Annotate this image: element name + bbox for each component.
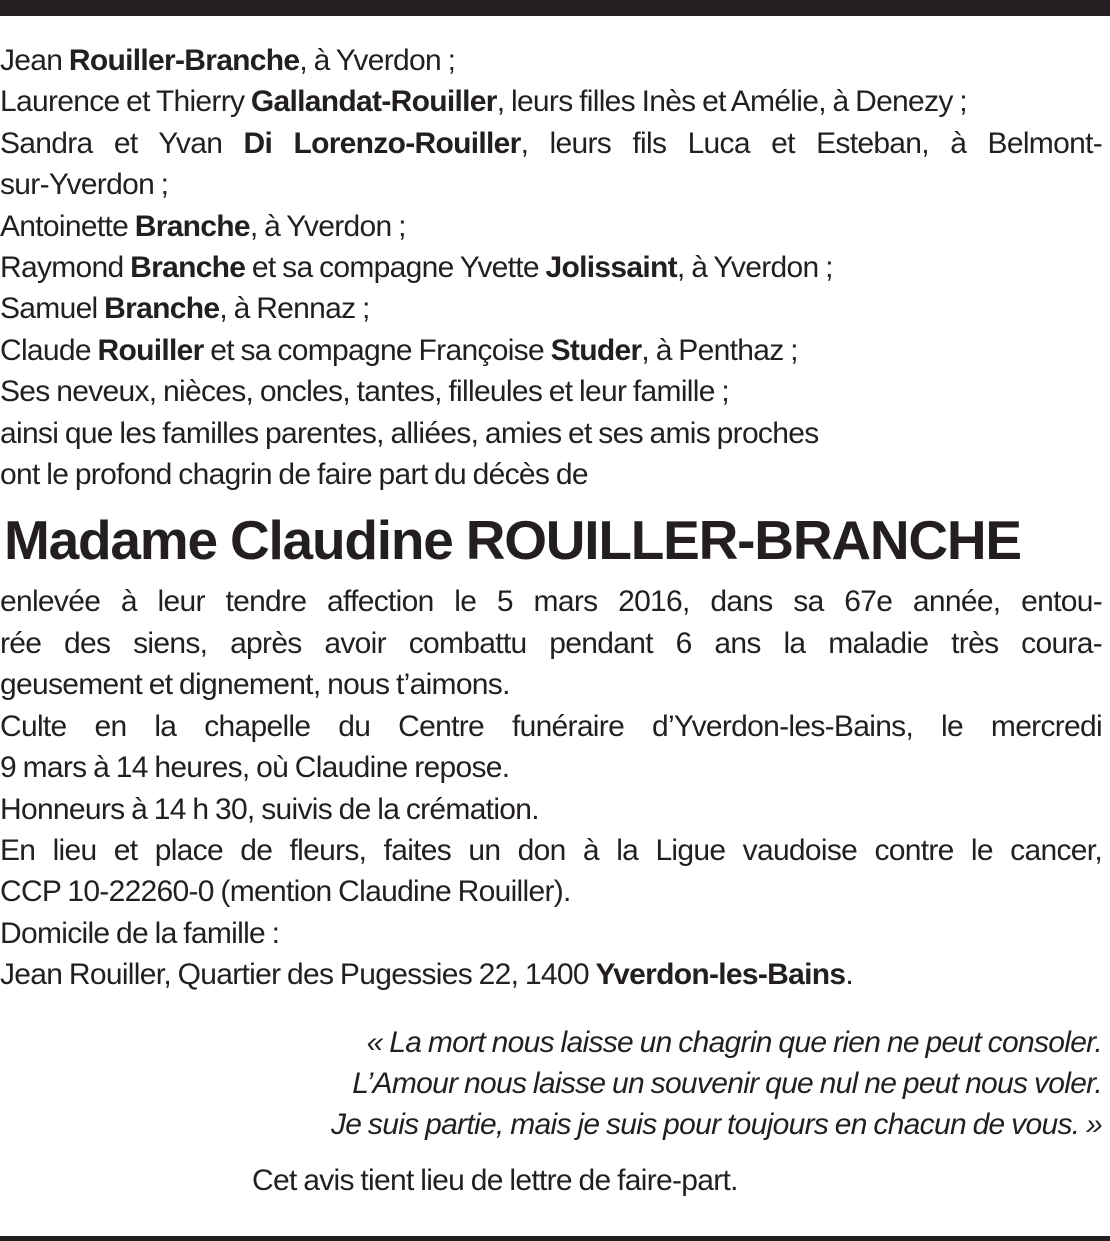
family-surname: Branche (134, 209, 250, 243)
family-line-text: et sa compagne Yvette (245, 251, 546, 285)
address-town: Yverdon-les-Bains (595, 958, 846, 992)
family-surname: Studer (550, 333, 642, 367)
family-surname: Branche (104, 292, 220, 326)
death-notice (0, 40, 1102, 1201)
family-line-text: ont le profond chagrin de faire part du décès de (0, 458, 588, 492)
family-line (0, 81, 1102, 122)
top-border-rule (0, 0, 1110, 16)
family-line-text: Claude (0, 333, 98, 367)
detail-line: CCP 10-22260-0 (mention Claudine Rouiller). (0, 875, 571, 909)
quote-line: L’Amour nous laisse un souvenir que nul ne peut nous voler. (352, 1066, 1102, 1100)
family-line-text: Antoinette (0, 209, 135, 243)
family-line (0, 206, 1102, 247)
deceased-name-heading: Madame Claudine ROUILLER-BRANCHE (4, 509, 1021, 572)
family-line-text: Ses neveux, nièces, oncles, tantes, filleules et leur famille ; (0, 375, 729, 409)
family-line-text: , à Rennaz ; (219, 292, 370, 326)
family-line (0, 288, 1102, 329)
address-text: . (845, 958, 853, 992)
detail-line: Culte en la chapelle du Centre funéraire d’Yverdon-les-Bains, le mercredi (0, 709, 1102, 743)
family-line-text: , à Yverdon ; (299, 44, 456, 77)
detail-line: rée des siens, après avoir combattu pendant 6 ans la maladie très coura- (0, 626, 1102, 660)
quote-line: « La mort nous laisse un chagrin que rien ne peut consoler. (366, 1025, 1102, 1059)
family-line-text: , à Yverdon ; (676, 251, 833, 285)
family-line (0, 40, 1102, 81)
family-line-text: ainsi que les familles parentes, alliées, amies et ses amis proches (0, 416, 819, 450)
family-surname: Rouiller (97, 333, 204, 367)
memorial-quote (0, 1022, 1102, 1146)
family-line (0, 413, 1102, 454)
family-surname: Branche (130, 251, 246, 285)
family-address (0, 954, 1102, 995)
detail-line: Honneurs à 14 h 30, suivis de la crémation. (0, 792, 539, 826)
family-line (0, 123, 1102, 164)
family-surname: Di Lorenzo-Rouiller (243, 126, 521, 160)
family-line (0, 371, 1102, 412)
family-list (0, 40, 1102, 495)
detail-line: Domicile de la famille : (0, 916, 280, 950)
family-line-text: Sandra et Yvan (0, 126, 244, 160)
family-surname: Gallandat-Rouiller (250, 85, 497, 119)
family-line-text: , à Penthaz ; (641, 333, 798, 367)
family-surname: Rouiller-Branche (68, 44, 300, 77)
closing-statement: Cet avis tient lieu de lettre de faire-part. (252, 1163, 738, 1197)
family-line (0, 454, 1102, 495)
family-line-text: , à Yverdon ; (249, 209, 406, 243)
notice-details (0, 581, 1102, 995)
family-line (0, 164, 1102, 205)
bottom-border-rule (0, 1236, 1110, 1241)
quote-line: Je suis partie, mais je suis pour toujours en chacun de vous. » (330, 1108, 1102, 1142)
family-line-text: , leurs fils Luca et Esteban, à Belmont- (520, 126, 1102, 160)
family-line (0, 247, 1102, 288)
family-surname: Jolissaint (545, 251, 677, 285)
family-line-text: Jean (0, 44, 69, 77)
family-line-text: Laurence et Thierry (0, 85, 251, 119)
family-line-text: sur-Yverdon ; (0, 168, 169, 202)
detail-line: geusement et dignement, nous t’aimons. (0, 668, 510, 702)
address-text: Jean Rouiller, Quartier des Pugessies 22, 1400 (0, 958, 596, 992)
detail-line: 9 mars à 14 heures, où Claudine repose. (0, 751, 510, 785)
detail-line: En lieu et place de fleurs, faites un don à la Ligue vaudoise contre le cancer, (0, 833, 1102, 867)
family-line (0, 330, 1102, 371)
family-line-text: et sa compagne Françoise (203, 333, 551, 367)
family-line-text: , leurs filles Inès et Amélie, à Denezy ; (496, 85, 967, 119)
family-line-text: Samuel (0, 292, 105, 326)
family-line-text: Raymond (0, 251, 131, 285)
detail-line: enlevée à leur tendre affection le 5 mars 2016, dans sa 67e année, entou- (0, 585, 1102, 619)
